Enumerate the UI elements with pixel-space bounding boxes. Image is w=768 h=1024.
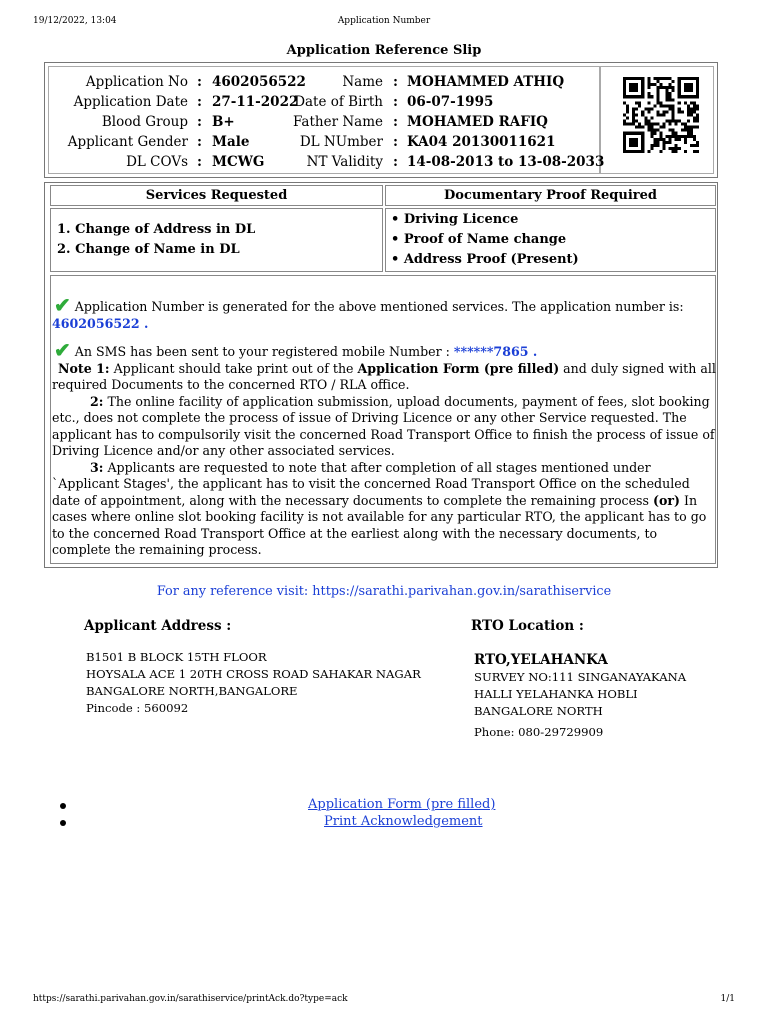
list-item — [60, 814, 760, 831]
field-label: Application Date — [73, 94, 188, 110]
field-value: 06-07-1995 — [407, 94, 494, 110]
check-icon: ✔ — [54, 338, 71, 362]
field-value: MCWG — [212, 154, 265, 170]
services-header-label: Services Requested — [145, 188, 288, 203]
field-colon: : — [393, 154, 398, 170]
field-label: DL COVs — [126, 154, 188, 170]
field-value: MOHAMMED ATHIQ — [407, 74, 565, 90]
print-url: https://sarathi.parivahan.gov.in/sarathiservice/printAck.do?type=ack — [33, 994, 348, 1004]
note1-bold: Application Form (pre filled) — [357, 360, 560, 376]
field-label: Father Name — [292, 114, 383, 130]
mobile-number: ******7865 . — [453, 344, 538, 359]
field-colon: : — [393, 114, 398, 130]
note3-label: 3: — [90, 459, 104, 475]
field-value: B+ — [212, 114, 235, 130]
links-list — [60, 797, 760, 831]
note3-post: In cases where online slot booking facility is not available for any particular RTO, the applicant has to go to the concerned Road Transport Office at the earliest along with the necessary documents, to complete the remaining process. — [52, 492, 707, 557]
bullet-icon — [60, 820, 66, 826]
reference-link[interactable]: For any reference visit: https://sarathi.parivahan.gov.in/sarathiservice — [156, 584, 612, 599]
field-colon: : — [393, 94, 398, 110]
notes — [52, 293, 716, 559]
qr-code — [623, 77, 699, 153]
address-line-2: HOYSALA ACE 1 20TH CROSS ROAD SAHAKAR NAGAR — [86, 667, 421, 681]
field-colon: : — [197, 154, 202, 170]
note2-label: 2: — [90, 393, 104, 409]
print-page-title: Application Number — [337, 16, 431, 26]
applicant-address — [86, 649, 421, 717]
field-value: MOHAMED RAFIQ — [407, 114, 548, 130]
field-colon: : — [197, 74, 202, 90]
field-value: 14-08-2013 to 13-08-2033 — [407, 154, 605, 170]
note3-pre: Applicants are requested to note that after completion of all stages mentioned under `Applicant Stages', the applicant has to visit the concerned Road Transport Office on the scheduled date of appointment, along with the necessary documents to complete the remaining process — [52, 459, 690, 508]
note1-pre: Applicant should take print out of the — [113, 360, 354, 376]
services-cell — [50, 208, 383, 272]
list-item — [60, 797, 760, 814]
field-colon: : — [393, 134, 398, 150]
field-label: Date of Birth — [294, 94, 383, 110]
field-label: Application No — [85, 74, 188, 90]
pincode: Pincode : 560092 — [86, 701, 189, 715]
services-header — [50, 185, 383, 206]
bullet-icon — [60, 803, 66, 809]
rto-line-1: SURVEY NO:111 SINGANAYAKANA — [474, 670, 687, 684]
rto-address — [474, 669, 686, 741]
note1-label: Note 1: — [58, 360, 110, 376]
note2-text: The online facility of application submission, upload documents, payment of fees, slot booking etc., does not complete the process of issue of Driving Licence or any other Service requested. The applicant has to compulsorily visit the concerned Road Transport Office to finish the process of issue of Driving Licence and/or any other associated services. — [52, 393, 715, 458]
field-value: 27-11-2022 — [212, 94, 299, 110]
rto-line-2: HALLI YELAHANKA HOBLI — [474, 687, 638, 701]
field-colon: : — [197, 134, 202, 150]
field-label: Name — [342, 74, 383, 90]
field-label: Blood Group — [101, 114, 188, 130]
field-value: KA04 20130011621 — [407, 134, 556, 150]
address-line-1: B1501 B BLOCK 15TH FLOOR — [86, 650, 267, 664]
field-colon: : — [197, 114, 202, 130]
notes-line1: Application Number is generated for the above mentioned services. The application number is: — [74, 299, 684, 314]
application-form-link[interactable]: Application Form (pre filled) — [308, 797, 496, 812]
note1-post: and duly signed with all required Documents to the concerned RTO / RLA office. — [52, 360, 716, 392]
rto-line-3: BANGALORE NORTH — [474, 704, 603, 718]
proof-item-3: • Address Proof (Present) — [391, 252, 579, 267]
print-acknowledgement-link[interactable]: Print Acknowledgement — [324, 814, 483, 829]
field-label: DL NUmber — [299, 134, 383, 150]
field-value: Male — [212, 134, 250, 150]
proof-header-label: Documentary Proof Required — [444, 188, 657, 203]
note3-bold: (or) — [653, 492, 680, 508]
rto-location-heading: RTO Location : — [471, 618, 584, 634]
address-line-3: BANGALORE NORTH,BANGALORE — [86, 684, 298, 698]
check-icon: ✔ — [54, 293, 71, 317]
rto-name: RTO,YELAHANKA — [474, 652, 608, 668]
notes-line2: An SMS has been sent to your registered mobile Number : — [74, 344, 450, 359]
field-label: NT Validity — [306, 154, 383, 170]
print-datetime: 19/12/2022, 13:04 — [33, 16, 117, 26]
field-colon: : — [393, 74, 398, 90]
proof-header — [385, 185, 716, 206]
field-value: 4602056522 — [212, 74, 306, 90]
rto-phone: Phone: 080-29729909 — [474, 725, 604, 739]
proof-item-1: • Driving Licence — [391, 212, 519, 227]
service-item-1: 1. Change of Address in DL — [57, 222, 256, 237]
application-number: 4602056522 . — [52, 315, 149, 331]
applicant-address-heading: Applicant Address : — [84, 618, 232, 634]
service-item-2: 2. Change of Name in DL — [57, 242, 240, 257]
print-page-number: 1/1 — [720, 994, 735, 1004]
proof-item-2: • Proof of Name change — [391, 232, 567, 247]
field-colon: : — [197, 94, 202, 110]
field-label: Applicant Gender — [67, 134, 188, 150]
slip-title: Application Reference Slip — [286, 43, 482, 58]
